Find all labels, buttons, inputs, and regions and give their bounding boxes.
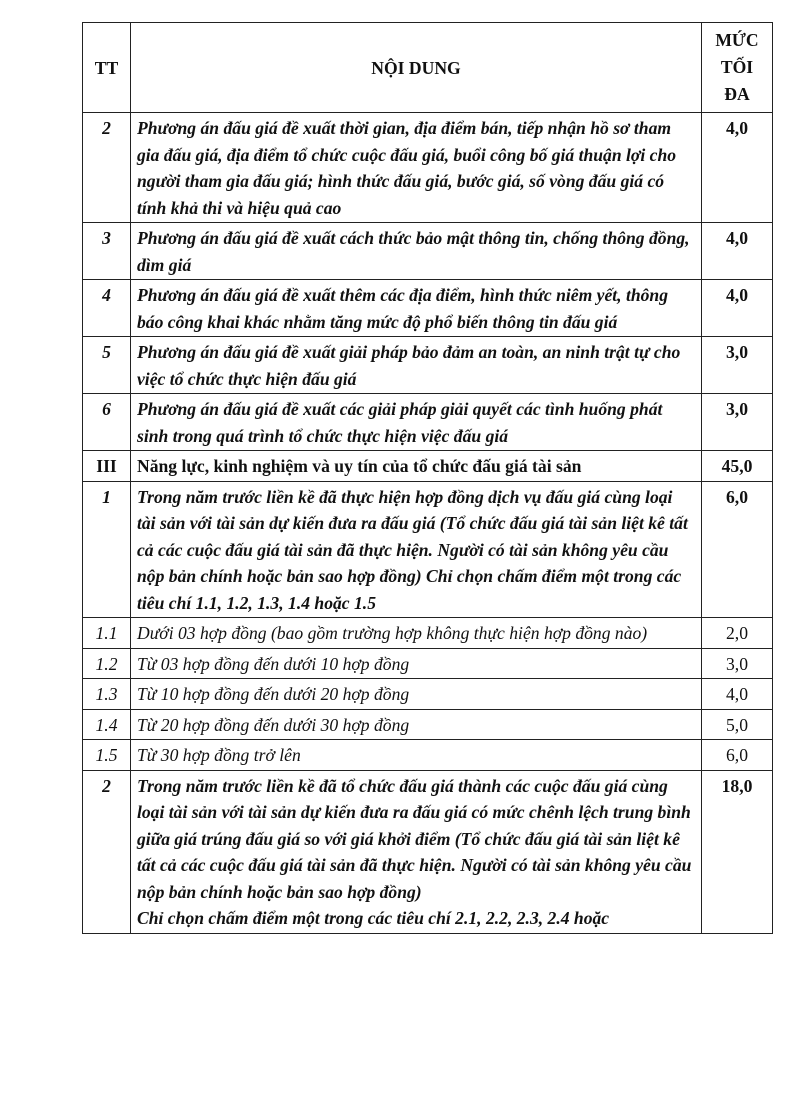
header-max-score-line: MỨC: [715, 30, 759, 50]
table-row: [83, 770, 773, 933]
row-score: 2,0: [702, 618, 773, 649]
table-row: [83, 709, 773, 740]
row-content: Phương án đấu giá đề xuất các giải pháp giải quyết các tình huống phát sinh trong quá trình tổ chức thực hiện việc đấu giá: [131, 394, 702, 451]
row-content: [131, 770, 702, 933]
section-score: 45,0: [702, 451, 773, 482]
row-content-main: Trong năm trước liền kề đã tổ chức đấu giá thành các cuộc đấu giá cùng loại tài sản với tài sản dự kiến đưa ra đấu giá có mức chênh lệch trung bình giữa giá trúng đấu giá so với giá khởi điểm (Tổ chức đấu giá tài sản liệt kê tất cả các cuộc đấu giá tài sản đã thực hiện. Người có tài sản không yêu cầu nộp bản chính hoặc bản sao hợp đồng): [137, 775, 692, 902]
row-score: 3,0: [702, 337, 773, 394]
row-score: 4,0: [702, 280, 773, 337]
row-content: Phương án đấu giá đề xuất cách thức bảo mật thông tin, chống thông đồng, dìm giá: [131, 223, 702, 280]
table-row: [83, 223, 773, 280]
row-score: 18,0: [702, 770, 773, 933]
table-row: [83, 113, 773, 223]
row-number: 2: [83, 113, 131, 223]
row-score: 6,0: [702, 740, 773, 771]
row-content: Phương án đấu giá đề xuất thời gian, địa điểm bán, tiếp nhận hồ sơ tham gia đấu giá, địa điểm tổ chức cuộc đấu giá, buổi công bố giá thuận lợi cho người tham gia đấu giá; hình thức đấu giá, bước giá, số vòng đấu giá có tính khả thi và hiệu quả cao: [131, 113, 702, 223]
row-score: 3,0: [702, 394, 773, 451]
row-content: Dưới 03 hợp đồng (bao gồm trường hợp không thực hiện hợp đồng nào): [131, 618, 702, 649]
row-content: Phương án đấu giá đề xuất giải pháp bảo đảm an toàn, an ninh trật tự cho việc tổ chức thực hiện đấu giá: [131, 337, 702, 394]
header-row: [83, 23, 773, 113]
row-content: Phương án đấu giá đề xuất thêm các địa điểm, hình thức niêm yết, thông báo công khai khác nhằm tăng mức độ phổ biến thông tin đấu giá: [131, 280, 702, 337]
table-row: [83, 740, 773, 771]
row-number: 6: [83, 394, 131, 451]
row-content-note: Chỉ chọn chấm điểm một trong các tiêu chí 2.1, 2.2, 2.3, 2.4 hoặc: [137, 908, 610, 928]
table-row: [83, 337, 773, 394]
header-tt: TT: [83, 23, 131, 113]
row-score: 5,0: [702, 709, 773, 740]
row-score: 3,0: [702, 648, 773, 679]
section-row: [83, 451, 773, 482]
row-number: 2: [83, 770, 131, 933]
row-number: 3: [83, 223, 131, 280]
row-score: 4,0: [702, 223, 773, 280]
row-number: 5: [83, 337, 131, 394]
table-row: [83, 280, 773, 337]
row-content: Từ 20 hợp đồng đến dưới 30 hợp đồng: [131, 709, 702, 740]
table-row: [83, 618, 773, 649]
scoring-table: [82, 22, 773, 934]
header-max-score-line: TỐI: [720, 57, 754, 77]
row-content: Từ 03 hợp đồng đến dưới 10 hợp đồng: [131, 648, 702, 679]
row-content: Trong năm trước liền kề đã thực hiện hợp đồng dịch vụ đấu giá cùng loại tài sản với tài sản dự kiến đưa ra đấu giá (Tổ chức đấu giá tài sản liệt kê tất cả các cuộc đấu giá tài sản đã thực hiện. Người có tài sản không yêu cầu nộp bản chính hoặc bản sao hợp đồng) Chỉ chọn chấm điểm một trong các tiêu chí 1.1, 1.2, 1.3, 1.4 hoặc 1.5: [131, 481, 702, 618]
row-number: 1.1: [83, 618, 131, 649]
row-number: 1: [83, 481, 131, 618]
header-max-score: [702, 23, 773, 113]
table-row: [83, 679, 773, 710]
row-content: Từ 10 hợp đồng đến dưới 20 hợp đồng: [131, 679, 702, 710]
row-score: 6,0: [702, 481, 773, 618]
section-number: III: [83, 451, 131, 482]
header-content: NỘI DUNG: [131, 23, 702, 113]
row-number: 1.4: [83, 709, 131, 740]
section-title: Năng lực, kinh nghiệm và uy tín của tổ chức đấu giá tài sản: [131, 451, 702, 482]
row-number: 1.5: [83, 740, 131, 771]
row-number: 1.2: [83, 648, 131, 679]
row-score: 4,0: [702, 113, 773, 223]
table-row: [83, 481, 773, 618]
row-content: Từ 30 hợp đồng trở lên: [131, 740, 702, 771]
table-row: [83, 648, 773, 679]
table-row: [83, 394, 773, 451]
row-score: 4,0: [702, 679, 773, 710]
row-number: 4: [83, 280, 131, 337]
header-max-score-line: ĐA: [724, 84, 750, 104]
row-number: 1.3: [83, 679, 131, 710]
